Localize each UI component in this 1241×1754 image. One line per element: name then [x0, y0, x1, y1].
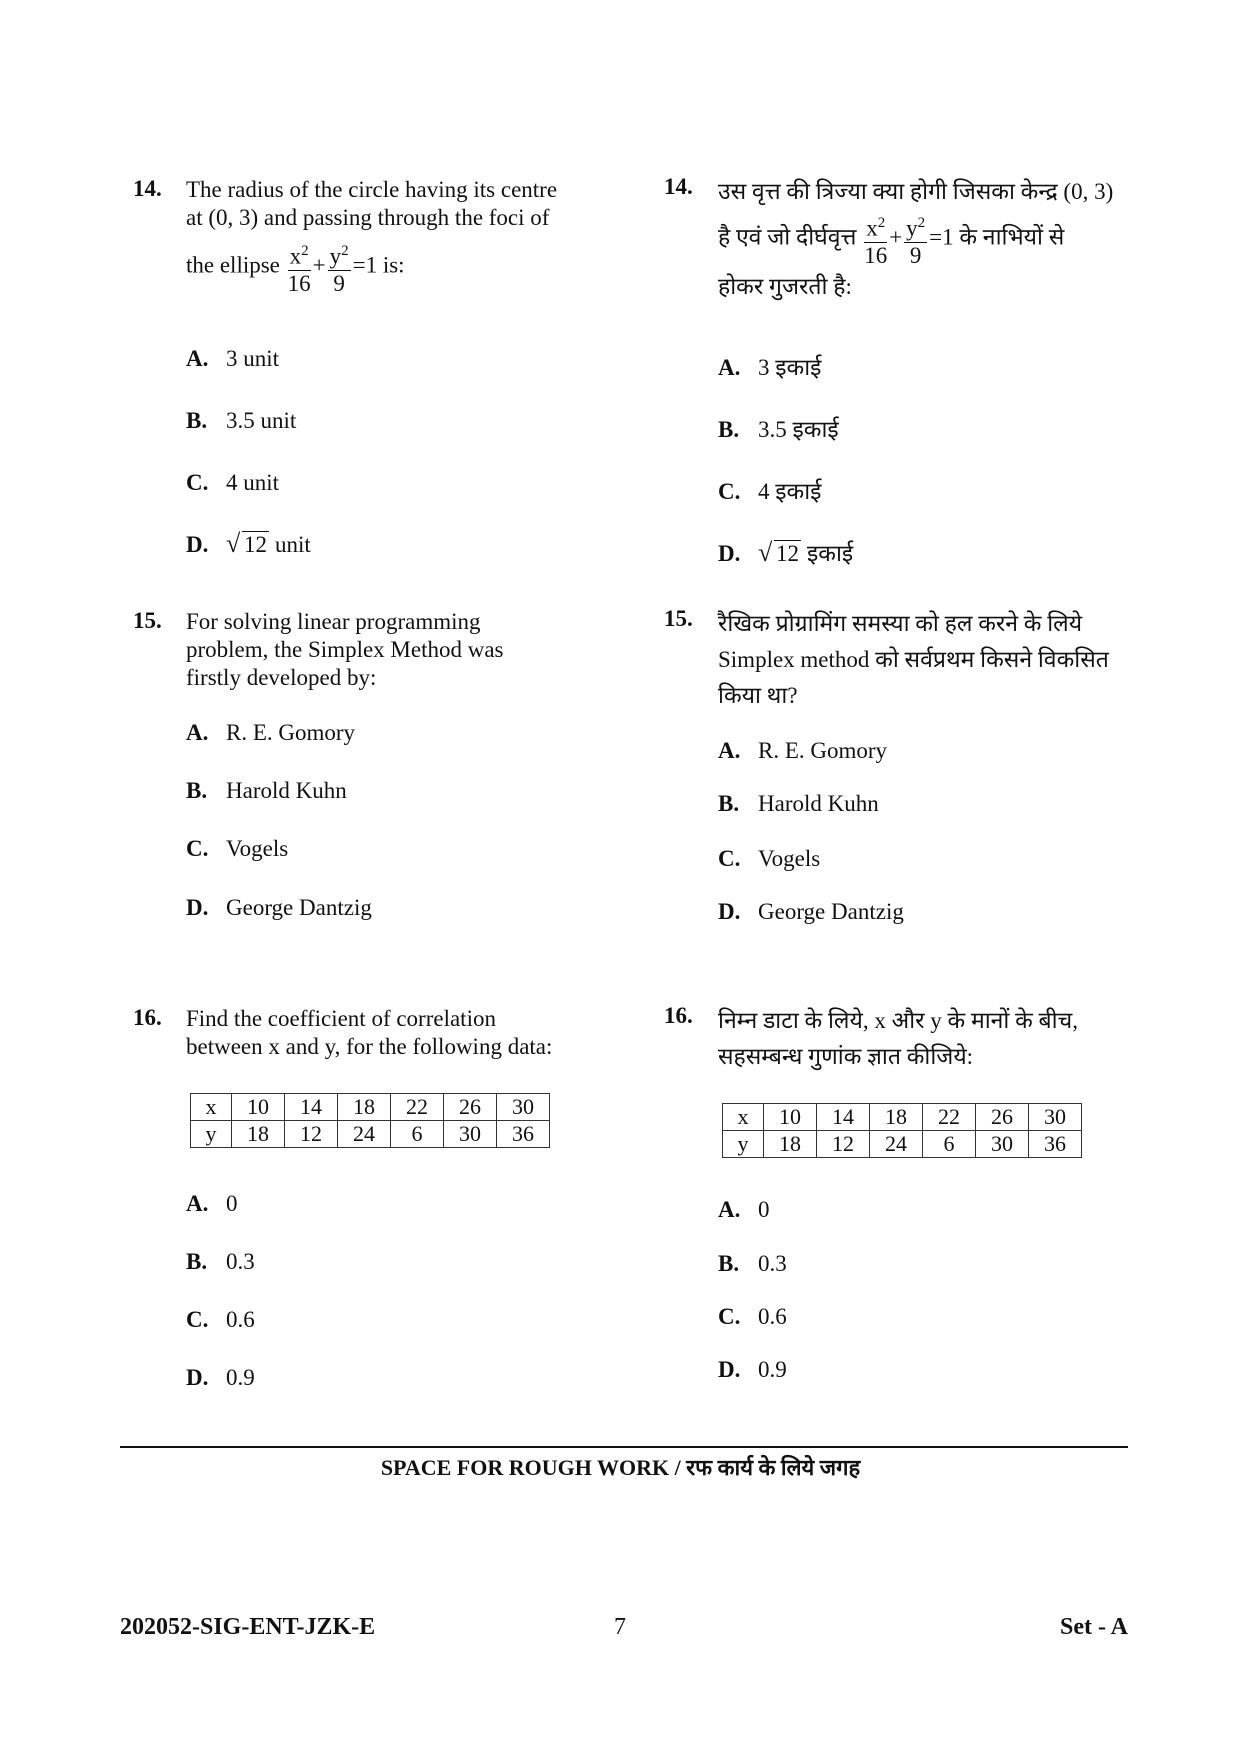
option-label: B.	[186, 778, 208, 803]
option-d[interactable]	[186, 895, 372, 921]
radical-icon: √	[758, 538, 773, 567]
exponent: 2	[917, 215, 926, 231]
fraction-x2-16	[288, 238, 311, 297]
option-d[interactable]	[718, 1357, 787, 1383]
question-line: है एवं जो दीर्घवृत्त	[718, 224, 857, 250]
table-cell: y	[723, 1131, 764, 1158]
question-line: रैखिक प्रोग्रामिंग समस्या को हल करने के लिये	[718, 611, 1083, 636]
option-text: 3.5 unit	[226, 408, 297, 433]
option-text: 0.9	[226, 1365, 255, 1390]
data-table	[722, 1103, 1082, 1158]
table-row-x	[723, 1104, 1082, 1131]
table-row-x	[191, 1094, 550, 1121]
option-d[interactable]	[186, 529, 311, 558]
numerator: y	[906, 215, 918, 241]
question-line: निम्न डाटा के लिये, x और y के मानों के बीच,	[718, 1008, 1078, 1033]
option-a[interactable]	[718, 350, 821, 382]
table-cell: 30	[976, 1131, 1029, 1158]
page-number: 7	[614, 1614, 626, 1640]
option-a[interactable]	[186, 1191, 238, 1217]
option-text: 4 unit	[226, 470, 280, 495]
table-cell: 26	[976, 1104, 1029, 1131]
option-label: B.	[718, 417, 740, 442]
option-label: C.	[718, 1304, 741, 1329]
option-a[interactable]	[718, 1197, 770, 1223]
table-cell: 22	[391, 1094, 444, 1121]
option-label: B.	[186, 1249, 208, 1274]
option-d[interactable]	[718, 899, 904, 925]
question-number: 16.	[133, 1005, 162, 1030]
option-b[interactable]	[718, 791, 879, 817]
table-cell: 24	[338, 1121, 391, 1148]
table-cell: 14	[817, 1104, 870, 1131]
table-cell: 10	[764, 1104, 817, 1131]
option-b[interactable]	[186, 778, 347, 804]
table-row-y	[191, 1121, 550, 1148]
denominator: 9	[909, 242, 922, 268]
option-text: Harold Kuhn	[226, 778, 347, 803]
option-label: B.	[718, 791, 740, 816]
rough-work-divider	[120, 1446, 1128, 1448]
option-c[interactable]	[718, 474, 821, 506]
option-label: A.	[186, 1191, 209, 1216]
option-b[interactable]	[186, 1249, 255, 1275]
option-a[interactable]	[186, 720, 355, 746]
option-text: Harold Kuhn	[758, 791, 879, 816]
option-text: George Dantzig	[226, 895, 372, 920]
option-text: 0.9	[758, 1357, 787, 1382]
denominator: 9	[333, 270, 345, 296]
numerator: x	[866, 215, 878, 241]
option-text: Vogels	[758, 846, 821, 871]
option-label: B.	[718, 1251, 740, 1276]
table-row-y	[723, 1131, 1082, 1158]
radical-icon: √	[226, 529, 241, 558]
question-line: the ellipse	[186, 252, 280, 278]
option-text: R. E. Gomory	[758, 738, 888, 763]
option-b[interactable]	[718, 412, 839, 444]
table-cell: 12	[817, 1131, 870, 1158]
table-cell: 6	[923, 1131, 976, 1158]
table-cell: 22	[923, 1104, 976, 1131]
exponent: 2	[877, 215, 886, 231]
option-d[interactable]	[186, 1365, 255, 1391]
paper-code: 202052-SIG-ENT-JZK-E	[120, 1614, 376, 1640]
fraction-y2-9	[328, 238, 351, 297]
radicand: 12	[244, 532, 267, 557]
option-label: D.	[186, 532, 209, 557]
equation-tail: =1 is:	[352, 252, 405, 278]
table-cell: 12	[285, 1121, 338, 1148]
table-cell: 24	[870, 1131, 923, 1158]
option-text: 0.3	[226, 1249, 255, 1274]
fraction-x2-16	[864, 210, 887, 269]
question-line: between x and y, for the following data:	[186, 1034, 553, 1059]
question-line: firstly developed by:	[186, 665, 377, 690]
option-text: R. E. Gomory	[226, 720, 356, 745]
table-cell: 14	[285, 1094, 338, 1121]
option-b[interactable]	[718, 1251, 787, 1277]
option-text: 4 इकाई	[758, 479, 822, 504]
option-c[interactable]	[718, 1304, 787, 1330]
data-table	[190, 1093, 550, 1148]
question-text	[718, 606, 1138, 714]
fraction-y2-9	[904, 210, 927, 269]
option-text: 3 unit	[226, 346, 280, 371]
question-number: 14.	[133, 176, 162, 201]
option-a[interactable]	[718, 738, 887, 764]
table-cell: 6	[391, 1121, 444, 1148]
question-text	[186, 176, 606, 297]
table-cell: 18	[338, 1094, 391, 1121]
option-b[interactable]	[186, 408, 296, 434]
option-text: George Dantzig	[758, 899, 904, 924]
equation-tail: =1 के नाभियों से	[929, 224, 1065, 250]
denominator: 16	[864, 242, 888, 268]
table-cell: 18	[232, 1121, 285, 1148]
radicand: 12	[776, 541, 799, 566]
option-label: C.	[718, 846, 741, 871]
table-cell: 18	[764, 1131, 817, 1158]
option-text: इकाई	[807, 541, 854, 566]
ellipse-equation-line: है एवं जो दीर्घवृत्त $\frac{x^2}{16}$ + $\frac{y^2}{9}$ =1 के नाभियों से	[718, 210, 1138, 269]
option-text: Vogels	[226, 836, 289, 861]
table-cell: 26	[444, 1094, 497, 1121]
option-label: D.	[718, 541, 741, 566]
table-cell: x	[191, 1094, 232, 1121]
option-c[interactable]	[186, 470, 279, 496]
option-d[interactable]	[718, 536, 853, 568]
table-cell: 30	[1029, 1104, 1082, 1131]
numerator: y	[329, 243, 342, 269]
option-label: A.	[186, 346, 209, 371]
option-label: C.	[718, 479, 741, 504]
table-cell: 30	[497, 1094, 550, 1121]
option-text: 0	[226, 1191, 238, 1216]
table-cell: 36	[497, 1121, 550, 1148]
question-text	[718, 1003, 1138, 1075]
question-line: होकर गुजरती है:	[718, 273, 852, 299]
question-line: उस वृत्त की त्रिज्या क्या होगी जिसका केन्द्र (0, 3)	[718, 179, 1114, 204]
set-label: Set - A	[1060, 1614, 1128, 1640]
option-text: unit	[275, 532, 311, 557]
question-line: The radius of the circle having its centre	[186, 177, 558, 202]
option-text: 0.6	[226, 1307, 255, 1332]
question-line: at (0, 3) and passing through the foci of	[186, 205, 550, 230]
table-cell: x	[723, 1104, 764, 1131]
question-text	[186, 1005, 606, 1061]
option-text: 0.3	[758, 1251, 787, 1276]
option-label: A.	[718, 738, 741, 763]
table-cell: 30	[444, 1121, 497, 1148]
table-cell: 10	[232, 1094, 285, 1121]
question-number: 16.	[664, 1003, 693, 1028]
ellipse-equation-line: the ellipse $\frac{x^2}{16}$ + $\frac{y^2}{9}$ =1 is:	[186, 238, 606, 297]
table-cell: 18	[870, 1104, 923, 1131]
option-c[interactable]	[186, 836, 288, 862]
option-text: 3.5 इकाई	[758, 417, 839, 442]
option-c[interactable]	[718, 846, 820, 872]
table-cell: 36	[1029, 1131, 1082, 1158]
option-text: 0	[758, 1197, 770, 1222]
option-label: A.	[186, 720, 209, 745]
question-line: सहसम्बन्ध गुणांक ज्ञात कीजिये:	[718, 1044, 974, 1069]
question-line: Simplex method को सर्वप्रथम किसने विकसित	[718, 647, 1109, 672]
question-line: For solving linear programming	[186, 609, 481, 634]
option-text: 3 इकाई	[758, 355, 822, 380]
numerator: x	[289, 243, 302, 269]
exponent: 2	[301, 243, 309, 259]
question-number: 15.	[664, 606, 693, 631]
table-cell: y	[191, 1121, 232, 1148]
option-label: C.	[186, 470, 209, 495]
option-a[interactable]	[186, 346, 279, 372]
sqrt-symbol	[758, 538, 801, 567]
denominator: 16	[287, 270, 311, 296]
option-label: C.	[186, 836, 209, 861]
option-label: A.	[718, 1197, 741, 1222]
question-number: 15.	[133, 608, 162, 633]
option-c[interactable]	[186, 1307, 255, 1333]
question-text	[718, 174, 1138, 305]
option-label: B.	[186, 408, 208, 433]
question-line: problem, the Simplex Method was	[186, 637, 504, 662]
option-label: C.	[186, 1307, 209, 1332]
rough-work-heading: SPACE FOR ROUGH WORK / रफ कार्य के लिये जगह	[380, 1455, 861, 1480]
option-label: D.	[718, 899, 741, 924]
question-line: Find the coefficient of correlation	[186, 1006, 496, 1031]
option-label: A.	[718, 355, 741, 380]
option-label: D.	[186, 1365, 209, 1390]
question-number: 14.	[664, 174, 693, 199]
option-label: D.	[718, 1357, 741, 1382]
exponent: 2	[341, 243, 349, 259]
question-text	[186, 608, 606, 692]
sqrt-symbol	[226, 529, 269, 558]
option-text: 0.6	[758, 1304, 787, 1329]
option-label: D.	[186, 895, 209, 920]
question-line: किया था?	[718, 683, 798, 708]
